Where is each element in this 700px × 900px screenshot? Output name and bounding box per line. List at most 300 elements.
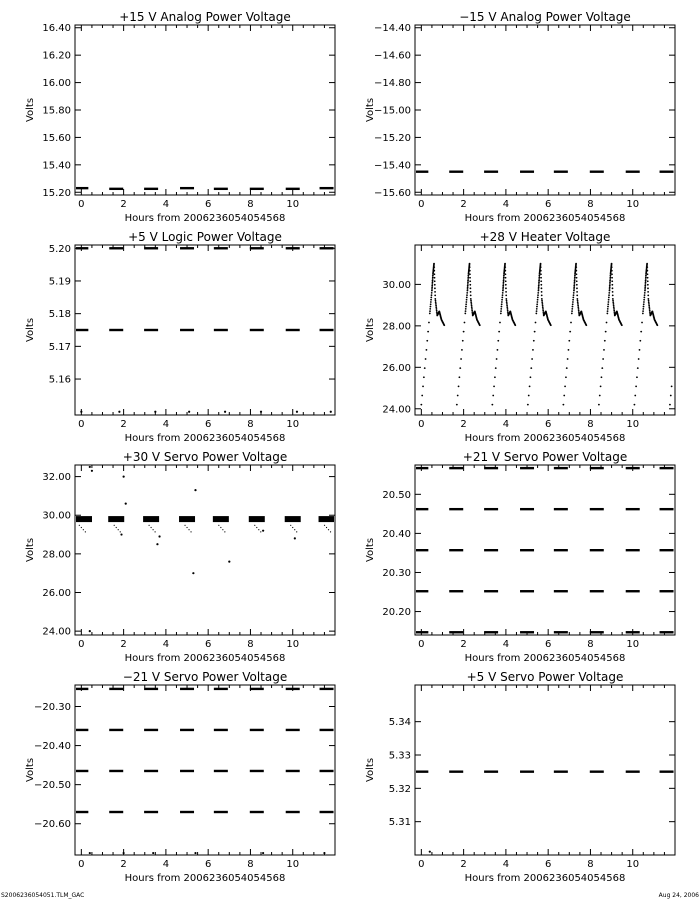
- data-point: [435, 305, 437, 307]
- y-tick-label: −15.00: [373, 105, 411, 117]
- data-point: [542, 303, 544, 305]
- data-point: [154, 531, 155, 532]
- data-point: [577, 303, 579, 305]
- data-point: [501, 297, 503, 299]
- data-point: [330, 531, 331, 532]
- data-point: [85, 531, 86, 532]
- data-point: [460, 358, 462, 360]
- data-point: [434, 277, 436, 279]
- data-point: [431, 285, 433, 287]
- data-point: [505, 298, 507, 300]
- data-point: [538, 278, 540, 280]
- y-tick-label: 5.20: [48, 243, 71, 255]
- data-point: [535, 313, 537, 315]
- data-point: [612, 287, 614, 289]
- data-point: [569, 331, 571, 333]
- data-point: [635, 385, 637, 387]
- data-point: [610, 275, 612, 277]
- data-point: [602, 358, 604, 360]
- data-point: [260, 531, 261, 532]
- data-point: [152, 852, 154, 854]
- data-point: [118, 529, 119, 530]
- data-point: [469, 266, 471, 268]
- data-point: [434, 298, 436, 300]
- chart-panel: [365, 230, 675, 444]
- data-point: [540, 270, 542, 272]
- data-point: [542, 306, 544, 308]
- x-tick-label: 0: [418, 419, 425, 430]
- x-tick-label: 0: [78, 859, 85, 870]
- data-point: [502, 285, 504, 287]
- x-tick-label: 0: [78, 199, 85, 210]
- x-axis-label: Hours from 2006236054054568: [124, 433, 286, 444]
- x-tick-label: 4: [162, 639, 170, 650]
- data-point: [430, 299, 432, 301]
- y-tick-label: 15.80: [42, 105, 71, 117]
- data-point: [644, 294, 646, 296]
- x-axis-label: Hours from 2006236054054568: [464, 433, 626, 444]
- y-tick-label: −14.80: [373, 78, 411, 90]
- data-point: [156, 543, 158, 545]
- y-tick-label: −14.60: [373, 50, 411, 62]
- data-point: [220, 527, 221, 528]
- x-tick-label: 4: [502, 859, 510, 870]
- data-point: [502, 294, 504, 296]
- data-point: [506, 301, 508, 303]
- data-point: [611, 277, 613, 279]
- data-point: [479, 324, 481, 326]
- data-point: [436, 311, 438, 313]
- plot-frame: [75, 25, 335, 195]
- data-point: [647, 287, 649, 289]
- x-axis-label: Hours from 2006236054054568: [124, 873, 286, 884]
- data-point: [501, 306, 503, 308]
- data-point: [467, 283, 469, 285]
- data-mark: [319, 516, 334, 522]
- x-tick-label: 6: [204, 199, 212, 210]
- data-point: [433, 270, 435, 272]
- data-point: [575, 270, 577, 272]
- data-point: [644, 288, 646, 290]
- data-point: [576, 280, 578, 282]
- data-point: [502, 288, 504, 290]
- data-point: [491, 404, 493, 406]
- y-tick-label: 16.00: [42, 78, 71, 90]
- data-point: [605, 331, 607, 333]
- data-point: [218, 525, 219, 526]
- data-point: [260, 411, 262, 413]
- data-point: [540, 284, 542, 286]
- data-point: [421, 395, 423, 397]
- data-point: [538, 275, 540, 277]
- x-axis-label: Hours from 2006236054054568: [464, 213, 626, 224]
- chart-panel: [365, 670, 675, 884]
- data-point: [609, 276, 611, 278]
- data-point: [536, 303, 538, 305]
- data-point: [578, 308, 580, 310]
- data-point: [502, 286, 504, 288]
- data-point: [467, 275, 469, 277]
- data-point: [429, 313, 431, 315]
- data-point: [194, 852, 196, 854]
- data-point: [436, 308, 438, 310]
- data-point: [123, 475, 125, 477]
- data-point: [190, 531, 191, 532]
- data-point: [432, 280, 434, 282]
- y-tick-label: 15.40: [42, 160, 71, 172]
- data-point: [645, 280, 647, 282]
- data-point: [576, 284, 578, 286]
- data-point: [646, 263, 648, 265]
- data-point: [613, 308, 615, 310]
- data-point: [89, 852, 91, 854]
- data-point: [648, 300, 650, 302]
- data-point: [434, 280, 436, 282]
- data-mark: [213, 516, 229, 522]
- x-axis-label: Hours from 2006236054054568: [124, 653, 286, 664]
- y-tick-label: −20.30: [33, 701, 71, 713]
- data-point: [538, 286, 540, 288]
- data-point: [573, 290, 575, 292]
- data-mark: [143, 516, 159, 522]
- y-tick-label: 20.50: [382, 489, 411, 501]
- data-point: [429, 308, 431, 310]
- x-tick-label: 2: [120, 859, 127, 870]
- data-point: [613, 303, 615, 305]
- data-point: [537, 292, 539, 294]
- data-point: [643, 297, 645, 299]
- y-axis-label: Volts: [25, 97, 36, 123]
- data-point: [296, 411, 298, 413]
- data-point: [538, 288, 540, 290]
- data-point: [541, 294, 543, 296]
- data-point: [613, 306, 615, 308]
- footer-file-label: S2006236054051.TLM_GAC: [1, 892, 85, 899]
- data-point: [505, 277, 507, 279]
- x-tick-label: 10: [626, 639, 640, 650]
- data-point: [431, 292, 433, 294]
- data-point: [647, 294, 649, 296]
- data-point: [642, 308, 644, 310]
- x-axis-label: Hours from 2006236054054568: [124, 213, 286, 224]
- data-point: [643, 303, 645, 305]
- data-point: [541, 300, 543, 302]
- data-point: [542, 305, 544, 307]
- data-point: [608, 299, 610, 301]
- data-point: [429, 310, 431, 312]
- data-point: [611, 270, 613, 272]
- data-point: [506, 305, 508, 307]
- data-point: [499, 322, 501, 324]
- data-point: [612, 291, 614, 293]
- data-point: [81, 527, 82, 528]
- data-point: [647, 277, 649, 279]
- data-point: [646, 266, 648, 268]
- data-point: [643, 299, 645, 301]
- data-mark: [285, 516, 301, 522]
- data-point: [634, 395, 636, 397]
- data-point: [500, 308, 502, 310]
- y-tick-label: 20.20: [382, 607, 411, 619]
- y-tick-label: 16.40: [42, 23, 71, 35]
- data-point: [457, 395, 459, 397]
- data-point: [467, 286, 469, 288]
- x-tick-label: 8: [247, 639, 254, 650]
- x-tick-label: 6: [544, 419, 552, 430]
- data-point: [470, 300, 472, 302]
- data-point: [533, 340, 535, 342]
- data-point: [576, 298, 578, 300]
- data-point: [503, 275, 505, 277]
- data-point: [467, 290, 469, 292]
- data-point: [611, 273, 613, 275]
- data-point: [573, 292, 575, 294]
- data-point: [258, 529, 259, 530]
- data-point: [506, 303, 508, 305]
- data-point: [568, 340, 570, 342]
- data-point: [120, 531, 121, 532]
- data-point: [611, 284, 613, 286]
- data-point: [608, 297, 610, 299]
- x-tick-label: 2: [120, 639, 127, 650]
- data-point: [647, 291, 649, 293]
- data-point: [465, 310, 467, 312]
- data-point: [648, 301, 650, 303]
- y-tick-label: 20.30: [382, 567, 411, 579]
- data-point: [542, 308, 544, 310]
- data-point: [572, 301, 574, 303]
- data-point: [574, 280, 576, 282]
- data-point: [607, 308, 609, 310]
- data-point: [435, 301, 437, 303]
- data-point: [532, 349, 534, 351]
- data-point: [432, 278, 434, 280]
- data-point: [431, 290, 433, 292]
- data-point: [644, 290, 646, 292]
- data-point: [467, 276, 469, 278]
- data-point: [458, 385, 460, 387]
- data-point: [671, 385, 673, 387]
- data-point: [575, 266, 577, 268]
- data-point: [601, 376, 603, 378]
- y-tick-label: 5.16: [48, 374, 71, 386]
- data-point: [152, 529, 153, 530]
- data-point: [262, 530, 264, 532]
- data-point: [541, 287, 543, 289]
- data-point: [573, 288, 575, 290]
- data-point: [505, 284, 507, 286]
- data-point: [507, 310, 509, 312]
- data-point: [567, 358, 569, 360]
- data-point: [528, 395, 530, 397]
- data-point: [434, 284, 436, 286]
- y-tick-label: −15.20: [373, 132, 411, 144]
- data-point: [505, 280, 507, 282]
- x-tick-label: 8: [587, 199, 594, 210]
- data-point: [224, 531, 225, 532]
- data-point: [434, 291, 436, 293]
- data-point: [636, 376, 638, 378]
- data-point: [503, 280, 505, 282]
- data-point: [430, 306, 432, 308]
- data-point: [429, 851, 431, 853]
- data-point: [611, 266, 613, 268]
- data-point: [570, 322, 572, 324]
- data-point: [470, 291, 472, 293]
- x-tick-label: 0: [418, 859, 425, 870]
- data-point: [564, 385, 566, 387]
- data-point: [294, 537, 296, 539]
- x-tick-label: 2: [460, 199, 467, 210]
- data-point: [641, 322, 643, 324]
- data-point: [465, 308, 467, 310]
- data-point: [184, 525, 185, 526]
- y-tick-label: 20.40: [382, 528, 411, 540]
- data-point: [158, 535, 160, 537]
- data-point: [188, 411, 190, 413]
- x-axis-label: Hours from 2006236054054568: [464, 873, 626, 884]
- data-point: [649, 311, 651, 313]
- data-point: [576, 273, 578, 275]
- x-tick-label: 8: [587, 859, 594, 870]
- data-point: [574, 275, 576, 277]
- chart-title: +5 V Servo Power Voltage: [466, 670, 624, 684]
- y-tick-label: 15.20: [42, 187, 71, 199]
- data-point: [644, 286, 646, 288]
- data-point: [538, 281, 540, 283]
- data-point: [648, 305, 650, 307]
- data-point: [434, 273, 436, 275]
- data-point: [471, 311, 473, 313]
- data-point: [536, 310, 538, 312]
- data-point: [424, 367, 426, 369]
- data-point: [647, 298, 649, 300]
- data-point: [498, 331, 500, 333]
- data-point: [431, 286, 433, 288]
- data-point: [89, 630, 91, 632]
- data-point: [609, 288, 611, 290]
- plot-frame: [415, 245, 675, 415]
- data-point: [541, 301, 543, 303]
- data-point: [469, 284, 471, 286]
- data-point: [148, 525, 149, 526]
- y-tick-label: 5.32: [388, 783, 411, 795]
- y-axis-label: Volts: [365, 317, 376, 343]
- y-tick-label: 30.00: [42, 510, 71, 522]
- data-point: [527, 404, 529, 406]
- y-tick-label: 32.00: [42, 472, 71, 484]
- x-tick-label: 8: [247, 199, 254, 210]
- data-point: [256, 527, 257, 528]
- data-point: [435, 306, 437, 308]
- data-point: [538, 285, 540, 287]
- data-point: [469, 263, 471, 265]
- plot-frame: [415, 25, 675, 195]
- data-point: [496, 358, 498, 360]
- data-point: [642, 310, 644, 312]
- data-point: [541, 298, 543, 300]
- chart-title: +21 V Servo Power Voltage: [462, 450, 628, 464]
- data-point: [436, 310, 438, 312]
- data-point: [606, 322, 608, 324]
- data-point: [431, 288, 433, 290]
- y-tick-label: 24.00: [382, 404, 411, 416]
- data-point: [430, 301, 432, 303]
- y-axis-label: Volts: [365, 537, 376, 563]
- data-point: [89, 466, 91, 468]
- x-tick-label: 10: [626, 859, 640, 870]
- data-point: [503, 278, 505, 280]
- x-tick-label: 8: [587, 639, 594, 650]
- data-point: [435, 300, 437, 302]
- data-point: [470, 287, 472, 289]
- data-point: [537, 299, 539, 301]
- data-point: [465, 303, 467, 305]
- data-point: [463, 331, 465, 333]
- data-point: [609, 283, 611, 285]
- data-point: [645, 278, 647, 280]
- data-point: [434, 287, 436, 289]
- y-tick-label: −14.40: [373, 23, 411, 35]
- data-point: [577, 301, 579, 303]
- data-point: [648, 306, 650, 308]
- data-point: [542, 311, 544, 313]
- data-mark: [179, 516, 195, 522]
- data-point: [123, 852, 125, 854]
- x-tick-label: 2: [120, 199, 127, 210]
- y-tick-label: 5.17: [48, 341, 71, 353]
- data-point: [456, 404, 458, 406]
- y-tick-label: 16.20: [42, 50, 71, 62]
- data-point: [609, 281, 611, 283]
- data-point: [224, 411, 226, 413]
- data-point: [571, 310, 573, 312]
- data-point: [466, 294, 468, 296]
- x-tick-label: 2: [460, 639, 467, 650]
- data-point: [330, 411, 332, 413]
- y-axis-label: Volts: [25, 537, 36, 563]
- data-point: [530, 367, 532, 369]
- data-point: [432, 275, 434, 277]
- data-point: [503, 276, 505, 278]
- data-point: [612, 301, 614, 303]
- data-point: [470, 298, 472, 300]
- data-point: [575, 263, 577, 265]
- data-point: [669, 404, 671, 406]
- x-tick-label: 0: [78, 639, 85, 650]
- data-point: [656, 324, 658, 326]
- data-point: [432, 276, 434, 278]
- data-point: [577, 305, 579, 307]
- data-point: [576, 287, 578, 289]
- data-point: [612, 294, 614, 296]
- data-point: [505, 273, 507, 275]
- x-tick-label: 2: [120, 419, 127, 430]
- data-point: [464, 313, 466, 315]
- data-point: [529, 385, 531, 387]
- data-point: [470, 303, 472, 305]
- chart-panel: [365, 10, 675, 224]
- data-point: [609, 280, 611, 282]
- chart-title: +5 V Logic Power Voltage: [128, 230, 282, 244]
- data-point: [466, 297, 468, 299]
- data-point: [471, 305, 473, 307]
- data-point: [469, 270, 471, 272]
- data-point: [431, 283, 433, 285]
- x-tick-label: 0: [78, 419, 85, 430]
- data-point: [500, 310, 502, 312]
- data-point: [430, 297, 432, 299]
